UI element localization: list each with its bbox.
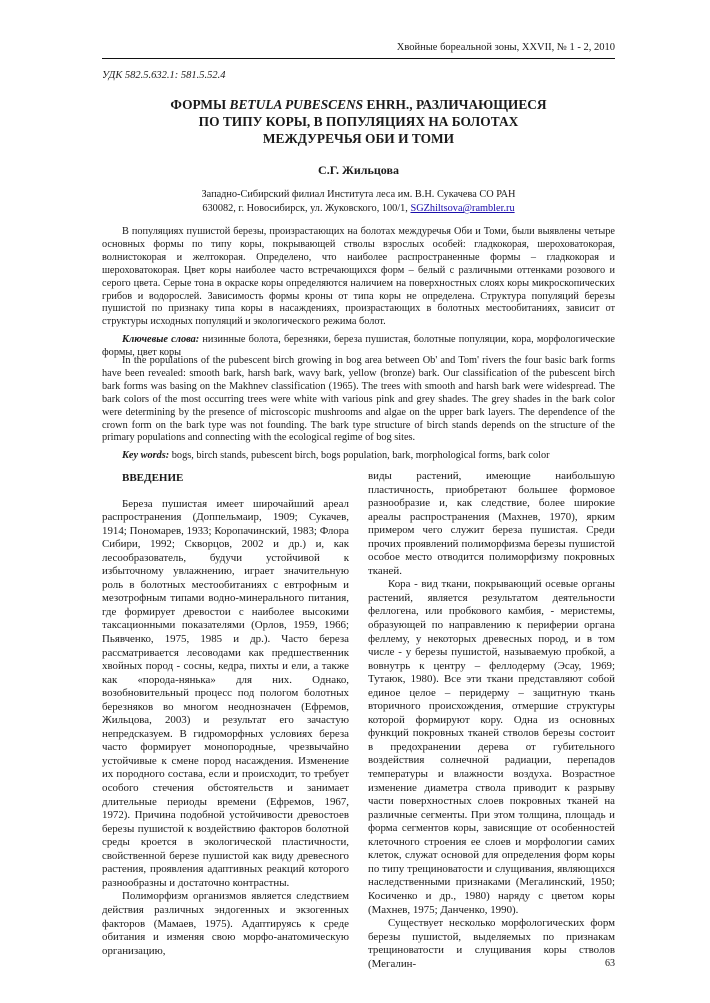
udk-code: УДК 582.5.632.1: 581.5.52.4 [102,70,226,81]
author-email-link[interactable]: SGZhiltsova@rambler.ru [410,203,515,214]
affiliation [102,188,615,216]
abstract-ru-text: В популяциях пушистой березы, произрастающих на болотах междуречья Оби и Томи, были выявлены четыре основных формы по типу коры, покрывающей стволы взрослых особей: гладкокорая, шероховатокорая, волнистокорая и желтокорая. Определено, что наиболее распространенные формы – гладкокорая и шероховатокорая. Цвет коры наиболее часто встречающихся форм – белый с различными оттенками розового и серого цвета. Серые тона в окраске коры определяются наличием на поверхностных слоях коры микроскопических грибов и водорослей. Зависимость формы кроны от типа коры не определена. Структура популяций березы пушистой по признаку типа коры в насаждениях, произрастающих в болотных местообитаниях, зависит от структуры исходных популяций и экологического режима болот. [102,226,615,328]
affiliation-address: 630082, г. Новосибирск, ул. Жуковского, 100/1, SGZhiltsova@rambler.ru [202,203,515,214]
page-number: 63 [605,958,615,969]
affiliation-institute: Западно-Сибирский филиал Института леса им. В.Н. Сукачева СО РАН [201,189,516,200]
keywords-en-label: Key words: [122,450,170,462]
keywords-en-list: bogs, birch stands, pubescent birch, bogs population, bark, morphological forms, bark color [169,450,550,462]
header-rule [102,58,615,59]
abstract-en-text: In the populations of the pubescent birch growing in bog area between Ob' and Tom' rivers the four basic bark forms have been revealed: smooth bark, harsh bark, wavy bark, yellow (bronze) bark. Our classification of the pubescent birch bark forms was basing on the Makhnev classification (1965). The trees with smooth and harsh bark were widespread. The bark colors of the most occurring trees were white with various pink and grey shades. The grey shades in the bark color were determining by the presence of microscopic mushrooms and algae on the upper bark layers. The dependence of the crown form on the bark type was not founding. The bark type structure of birch stands depends on the structure of the primary populations and connecting with the ecological regime of bog sites. [102,355,615,444]
article-title [102,96,615,147]
body-paragraph: виды растений, имеющие наибольшую пластичность, приобретают большее формовое разнообразие и, как следствие, более широкие ареалы распространения (Махнев, 1970), ярким примером чего служит береза пушистая. Среди прочих проявлений полиморфизма березы пушистой особое место отводится полиморфизму покровных тканей. [368,470,615,577]
keywords-ru-label: Ключевые слова: [122,334,200,346]
title-line-3: МЕЖДУРЕЧЬЯ ОБИ И ТОМИ [262,131,455,146]
title-line-1: ФОРМЫ BETULA PUBESCENS EHRH., РАЗЛИЧАЮЩИЕСЯ [170,97,547,112]
species-name: BETULA PUBESCENS [229,97,364,112]
section-heading-introduction: ВВЕДЕНИЕ [122,472,184,484]
keywords-en [102,450,615,463]
body-paragraph: Кора - вид ткани, покрывающий осевые органы растений, является результатом деятельности феллогена, или пробкового камбия, - меристемы, образующей по направлению к периферии органа феллему, у некоторых древесных пород, и в том числе - у березы пушистой, называемую пробкой, а вовнутрь к центру – феллодерму (Эсау, 1969; Тутаюк, 1980). Все эти ткани представляют собой единое целое – перидерму – защитную ткань вторичного происхождения, отмершие структуры которой формируют кору. Одна из основных функций покровных тканей стволов березы состоит в предохранении дерева от губительного воздействия солнечной радиации, перепадов температуры и влажности воздуха. Возрастное изменение диаметра ствола приводит к разрыву части поверхностных слоев покровных тканей на различные сегменты. При этом толщина, площадь и форма сегментов коры, зависящие от особенностей клеточного строения ее слоев и морфологии самих клеток, служат основой для определения форм коры по типу трещиноватости и слущивания, являющихся наследственными признаками (Мегалинский, 1950; Косиченко и др., 1980) наряду с цветом коры (Махнев, 1975; Данченко, 1990). [368,578,615,916]
right-column [368,470,615,971]
running-head: Хвойные бореальной зоны, XXVII, № 1 - 2, 2010 [396,42,615,53]
left-column [102,470,349,958]
body-paragraph: Полиморфизм организмов является следствием действия различных эндогенных и экзогенных факторов (Мамаев, 1975). Адаптируясь к среде обитания и изменяя свою морфо-анатомическую организацию, [102,890,349,957]
body-paragraph: Береза пушистая имеет широчайший ареал распространения (Доппельмаир, 1909; Сукачев, 1914; Пономарев, 1933; Коропачинский, 1983; Флора Сибири, 1992; Скворцов, 2002 и др.) и, как лесообразователь, будучи устойчивой к избыточному увлажнению, играет значительную роль в болотных местообитаниях с евтрофным и мезотрофным типами водно-минерального питания, где формирует древостои с наиболее высокими таксационными показателями (Орлов, 1959, 1966; Пьявченко, 1975, 1985 и др.). Часто береза рассматривается лесоводами как предшественник хвойных пород - сосны, кедра, пихты и ели, а также как «порода-нянька» для них. Однако, возобновительный процесс под пологом болотных березняков во многом неоднозначен (Ефремов, Жильцова, 2003) и результат его зачастую непредсказуем. В гидроморфных условиях береза часто формирует монопородные, чрезвычайно устойчивые к смене пород насаждения. Изменение их породного состава, если и происходит, то требует особого стечения обстоятельств и занимает длительные периоды времени (Ефремов, 1967, 1972). Причина подобной устойчивости древостоев березы пушистой к воздействию факторов болотной среды кроется в экологической пластичности, свойственной березе пушистой как виду древесного растения, проявления адаптивных реакций которого разнообразны и достаточно контрастны. [102,497,349,889]
body-paragraph: Существует несколько морфологических форм березы пушистой, выделяемых по признакам трещиноватости и слущивания коры стволов (Мегалин- [368,917,615,970]
author-name: С.Г. Жильцова [318,163,399,177]
abstract-english [102,355,615,463]
abstract-russian [102,226,615,360]
title-line-2: ПО ТИПУ КОРЫ, В ПОПУЛЯЦИЯХ НА БОЛОТАХ [198,114,519,129]
keywords-ru-list: низинные болота, березняки, береза пушистая, болотные популяции, кора, морфологические формы, цвет коры [102,334,616,359]
